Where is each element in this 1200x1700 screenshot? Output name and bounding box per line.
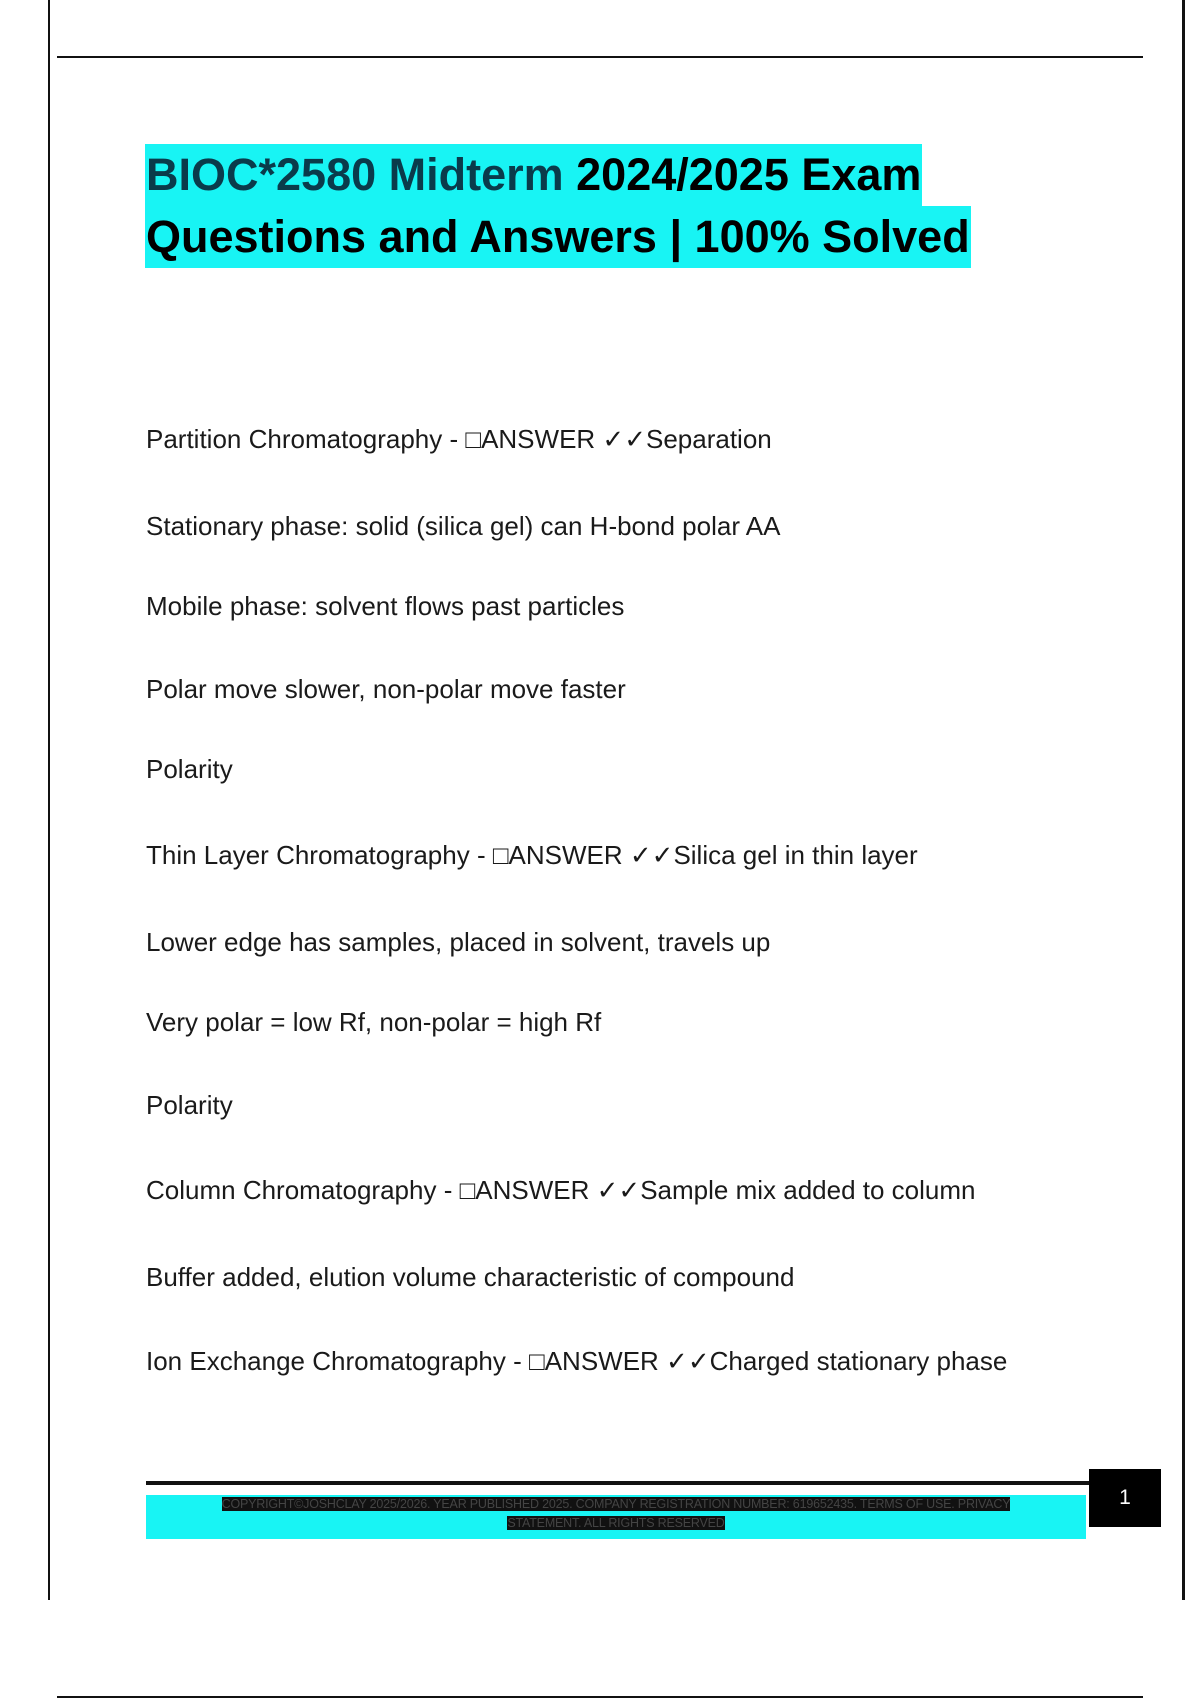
page-number: 1 xyxy=(1089,1469,1161,1527)
qa-line-9: Polarity xyxy=(146,1090,233,1120)
copyright-footer xyxy=(146,1495,1086,1539)
title-line-1 xyxy=(145,144,922,206)
copyright-text-line-1: COPYRIGHT©JOSHCLAY 2025/2026. YEAR PUBLISHED 2025. COMPANY REGISTRATION NUMBER: 619652435. TERMS OF USE. PRIVACY xyxy=(221,1497,1011,1511)
qa-line-7: Lower edge has samples, placed in solvent, travels up xyxy=(146,927,771,957)
qa-line-6: Thin Layer Chromatography - □ANSWER ✓✓Silica gel in thin layer xyxy=(146,840,918,870)
document-title xyxy=(145,144,971,268)
page-frame-right xyxy=(1182,0,1185,1600)
qa-line-1: Partition Chromatography - □ANSWER ✓✓Separation xyxy=(146,424,772,454)
qa-line-10: Column Chromatography - □ANSWER ✓✓Sample mix added to column xyxy=(146,1175,976,1205)
qa-line-5: Polarity xyxy=(146,754,233,784)
qa-line-12: Ion Exchange Chromatography - □ANSWER ✓✓Charged stationary phase xyxy=(146,1346,1008,1376)
qa-line-8: Very polar = low Rf, non-polar = high Rf xyxy=(146,1007,602,1037)
footer-rule xyxy=(146,1481,1090,1485)
page-frame-left xyxy=(48,0,50,1600)
qa-line-4: Polar move slower, non-polar move faster xyxy=(146,674,626,704)
title-line-2: Questions and Answers | 100% Solved xyxy=(145,206,971,268)
qa-line-3: Mobile phase: solvent flows past particles xyxy=(146,591,625,621)
title-exam-year: 2024/2025 Exam xyxy=(563,149,922,200)
qa-line-2: Stationary phase: solid (silica gel) can H-bond polar AA xyxy=(146,511,781,541)
next-page-rule xyxy=(57,1696,1143,1698)
copyright-text-line-2: STATEMENT. ALL RIGHTS RESERVED xyxy=(507,1516,725,1530)
title-course-code: BIOC*2580 Midterm xyxy=(146,149,564,200)
header-rule xyxy=(57,56,1143,58)
qa-line-11: Buffer added, elution volume characteristic of compound xyxy=(146,1262,795,1292)
